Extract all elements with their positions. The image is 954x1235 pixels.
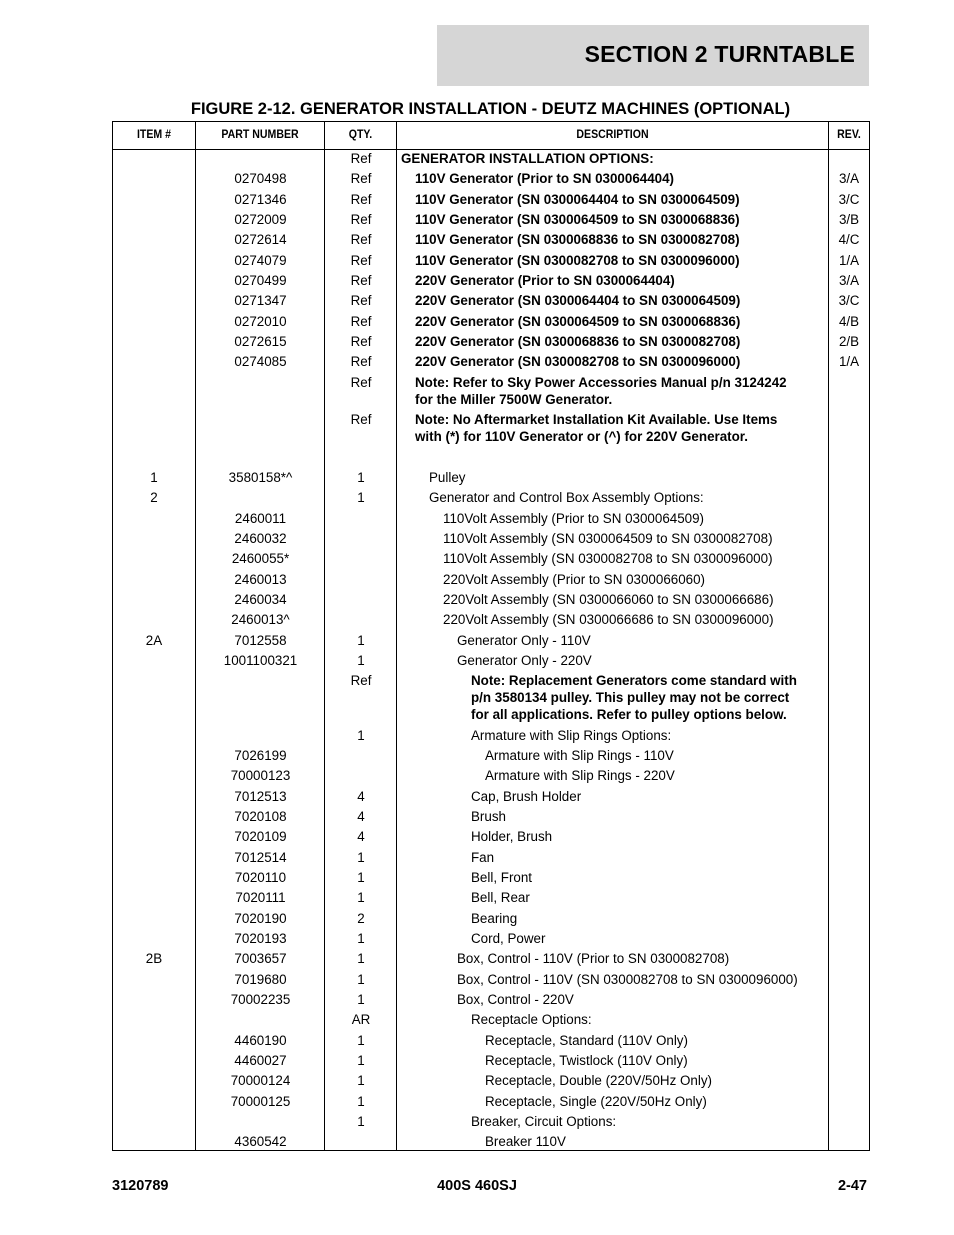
description-cell: Bell, Rear: [471, 890, 530, 906]
part-number-cell: 0274079: [234, 252, 287, 268]
table-row: [113, 745, 869, 765]
footer-page-number: 2-47: [837, 1178, 867, 1194]
qty-cell: 4: [357, 829, 365, 845]
table-row: [113, 687, 869, 704]
footer-model: 400S 460SJ: [437, 1178, 517, 1194]
description-cell: Armature with Slip Rings Options:: [471, 727, 672, 743]
rev-cell: 1/A: [838, 252, 860, 268]
description-cell: Receptacle, Twistlock (110V Only): [485, 1053, 688, 1069]
table-row: [113, 948, 869, 968]
rev-cell: 4/B: [838, 313, 860, 329]
item-cell: 2B: [145, 951, 163, 967]
description-cell: Cord, Power: [471, 931, 546, 947]
description-cell: Generator Only - 220V: [457, 652, 592, 668]
description-cell: Bearing: [471, 910, 518, 926]
description-cell: 220V Generator (SN 0300068836 to SN 0300082708): [415, 334, 741, 350]
qty-cell: 4: [357, 788, 365, 804]
description-cell: Box, Control - 110V (SN 0300082708 to SN 0300096000): [457, 971, 798, 987]
table-row: [113, 786, 869, 806]
table-row: [113, 209, 869, 229]
figure-title: FIGURE 2-12. GENERATOR INSTALLATION - DEUTZ MACHINES (OPTIONAL): [190, 100, 791, 118]
rev-cell: 3/C: [838, 293, 860, 309]
qty-cell: 1: [357, 1053, 365, 1069]
part-number-cell: 7003657: [234, 951, 287, 967]
table-row: [113, 989, 869, 1009]
part-number-cell: 2460011: [234, 510, 287, 526]
description-cell: Receptacle, Standard (110V Only): [485, 1032, 688, 1048]
table-row: [113, 270, 869, 290]
table-row: [113, 569, 869, 589]
item-cell: 2A: [145, 632, 163, 648]
description-cell: 110V Generator (Prior to SN 0300064404): [415, 171, 675, 187]
part-number-cell: 4460190: [234, 1032, 287, 1048]
table-row: [113, 446, 869, 466]
part-number-cell: 0272615: [234, 334, 287, 350]
part-number-cell: 0272010: [234, 313, 287, 329]
qty-cell: 1: [357, 1093, 365, 1109]
description-cell: Box, Control - 110V (Prior to SN 0300082708): [457, 951, 730, 967]
table-row: [113, 426, 869, 446]
qty-cell: 4: [357, 808, 365, 824]
item-cell: 1: [150, 469, 158, 485]
parts-table: [112, 121, 870, 1151]
part-number-cell: 70000124: [230, 1073, 291, 1089]
description-cell: GENERATOR INSTALLATION OPTIONS:: [401, 151, 654, 166]
table-body: [113, 148, 869, 1152]
qty-cell: 1: [357, 849, 365, 865]
description-cell: Note: Refer to Sky Power Accessories Manual p/n 3124242: [415, 374, 787, 390]
table-row: [113, 168, 869, 188]
rev-cell: 1/A: [838, 354, 860, 370]
table-row: [113, 1070, 869, 1090]
qty-cell: Ref: [350, 252, 372, 268]
table-row: [113, 229, 869, 249]
table-row: [113, 725, 869, 745]
description-cell: Armature with Slip Rings - 110V: [485, 747, 674, 763]
qty-cell: 1: [357, 652, 365, 668]
qty-cell: 1: [357, 1114, 365, 1130]
qty-cell: 1: [357, 890, 365, 906]
description-cell: Breaker 110V: [485, 1134, 566, 1150]
table-row: [113, 389, 869, 409]
table-row: [113, 331, 869, 351]
description-cell: Brush: [471, 808, 506, 824]
table-row: [113, 528, 869, 548]
description-cell: 220Volt Assembly (SN 0300066686 to SN 0300096000): [443, 612, 774, 628]
part-number-cell: 2460055*: [231, 551, 290, 567]
description-cell: Fan: [471, 849, 495, 865]
table-row: [113, 650, 869, 670]
description-cell: Note: No Aftermarket Installation Kit Available. Use Items: [415, 412, 778, 428]
qty-cell: Ref: [350, 212, 372, 228]
rev-cell: 4/C: [838, 232, 860, 248]
table-row: [113, 704, 869, 724]
section-header: [437, 25, 869, 86]
part-number-cell: 0272614: [234, 232, 287, 248]
description-cell: Cap, Brush Holder: [471, 788, 582, 804]
rev-cell: 3/A: [838, 171, 860, 187]
description-cell: 110Volt Assembly (Prior to SN 0300064509): [443, 510, 705, 526]
description-cell: 110Volt Assembly (SN 0300082708 to SN 0300096000): [443, 551, 773, 567]
qty-cell: 1: [357, 870, 365, 885]
table-row: [113, 847, 869, 867]
qty-cell: Ref: [350, 313, 372, 329]
section-title: SECTION 2 TURNTABLE: [584, 41, 855, 67]
description-cell: 220V Generator (Prior to SN 0300064404): [415, 273, 675, 289]
qty-cell: 1: [357, 469, 365, 485]
footer-doc-number: 3120789: [112, 1178, 169, 1194]
description-cell: Receptacle, Single (220V/50Hz Only): [485, 1093, 707, 1109]
qty-cell: 1: [357, 971, 365, 987]
part-number-cell: 2460034: [234, 591, 287, 607]
table-row: [113, 630, 869, 650]
table-row: [113, 969, 869, 989]
qty-cell: Ref: [350, 673, 372, 689]
part-number-cell: 0272009: [234, 212, 287, 228]
qty-cell: 1: [357, 1073, 365, 1089]
table-row: [113, 290, 869, 310]
part-number-cell: 7020193: [234, 931, 287, 947]
description-cell: 110Volt Assembly (SN 0300064509 to SN 0300082708): [443, 530, 773, 546]
table-row: [113, 409, 869, 426]
part-number-cell: 2460013: [234, 571, 287, 587]
table-row: [113, 609, 869, 629]
qty-cell: 1: [357, 490, 365, 506]
part-number-cell: 4460027: [234, 1053, 287, 1069]
description-cell: Box, Control - 220V: [457, 992, 574, 1008]
table-row: [113, 311, 869, 331]
rev-cell: 2/B: [838, 334, 860, 350]
qty-cell: Ref: [350, 232, 372, 248]
qty-cell: Ref: [350, 191, 372, 207]
table-row: [113, 887, 869, 907]
table-row: [113, 806, 869, 826]
part-number-cell: 0271347: [234, 293, 287, 309]
description-cell: Receptacle, Double (220V/50Hz Only): [485, 1073, 713, 1089]
table-row: [113, 351, 869, 371]
table-row: [113, 765, 869, 785]
part-number-cell: 3580158*^: [228, 469, 293, 485]
column-header-part-number: PART NUMBER: [221, 127, 299, 141]
rev-cell: 3/C: [838, 191, 860, 207]
description-cell: 110V Generator (SN 0300064509 to SN 0300068836): [415, 212, 740, 228]
qty-cell: Ref: [350, 354, 372, 370]
part-number-cell: 7020110: [234, 870, 287, 885]
description-cell: with (*) for 110V Generator or (^) for 220V Generator.: [415, 429, 748, 445]
part-number-cell: 7012513: [234, 788, 287, 804]
qty-cell: Ref: [350, 293, 372, 309]
description-cell: Generator and Control Box Assembly Options:: [429, 490, 704, 506]
description-cell: for all applications. Refer to pulley options below.: [471, 707, 787, 723]
description-cell: 220Volt Assembly (Prior to SN 0300066060): [443, 571, 706, 587]
table-row: [113, 148, 869, 168]
part-number-cell: 7020108: [234, 808, 287, 824]
table-row: [113, 589, 869, 609]
part-number-cell: 70000123: [230, 768, 291, 784]
qty-cell: Ref: [350, 412, 372, 428]
part-number-cell: 2460013^: [231, 612, 290, 628]
part-number-cell: 70002235: [230, 992, 291, 1008]
rev-cell: 3/A: [838, 273, 860, 289]
qty-cell: Ref: [350, 334, 372, 350]
part-number-cell: 2460032: [234, 530, 287, 546]
table-row: [113, 670, 869, 687]
qty-cell: 1: [357, 632, 365, 648]
part-number-cell: 7012514: [234, 849, 287, 865]
table-row: [113, 189, 869, 209]
description-cell: 220V Generator (SN 0300082708 to SN 0300096000): [415, 354, 741, 370]
table-row: [113, 1111, 869, 1131]
qty-cell: 1: [357, 727, 365, 743]
description-cell: Note: Replacement Generators come standard with: [471, 673, 797, 689]
part-number-cell: 7020190: [234, 910, 287, 926]
description-cell: p/n 3580134 pulley. This pulley may not be correct: [471, 690, 790, 706]
table-row: [113, 487, 869, 507]
part-number-cell: 0274085: [234, 354, 287, 370]
description-cell: 110V Generator (SN 0300082708 to SN 0300096000): [415, 252, 740, 268]
description-cell: 220V Generator (SN 0300064509 to SN 0300068836): [415, 313, 741, 329]
description-cell: 220Volt Assembly (SN 0300066060 to SN 0300066686): [443, 591, 774, 607]
qty-cell: 1: [357, 992, 365, 1008]
part-number-cell: 7012558: [234, 632, 287, 648]
table-row: [113, 508, 869, 528]
table-row: [113, 548, 869, 568]
qty-cell: 1: [357, 951, 365, 967]
part-number-cell: 1001100321: [223, 652, 298, 668]
part-number-cell: 7020109: [234, 829, 287, 845]
table-row: [113, 250, 869, 270]
part-number-cell: 0270499: [234, 273, 287, 289]
table-row: [113, 1091, 869, 1111]
column-header-rev: REV.: [837, 127, 861, 141]
description-cell: Holder, Brush: [471, 829, 553, 845]
part-number-cell: 0270498: [234, 171, 287, 187]
table-row: [113, 1131, 869, 1151]
qty-cell: Ref: [350, 273, 372, 289]
table-row: [113, 372, 869, 389]
qty-cell: 1: [357, 1032, 365, 1048]
description-cell: Generator Only - 110V: [457, 632, 591, 648]
table-row: [113, 1050, 869, 1070]
table-row: [113, 1009, 869, 1029]
description-cell: Receptacle Options:: [471, 1012, 592, 1028]
column-header-qty: QTY.: [348, 127, 373, 141]
description-cell: Breaker, Circuit Options:: [471, 1114, 617, 1130]
item-cell: 2: [150, 490, 158, 506]
description-cell: 220V Generator (SN 0300064404 to SN 0300064509): [415, 293, 741, 309]
description-cell: Bell, Front: [471, 870, 533, 885]
part-number-cell: 7019680: [234, 971, 287, 987]
part-number-cell: 70000125: [230, 1093, 291, 1109]
part-number-cell: 7020111: [235, 890, 286, 906]
table-row: [113, 928, 869, 948]
table-row: [113, 908, 869, 928]
part-number-cell: 0271346: [234, 191, 287, 207]
description-cell: 110V Generator (SN 0300068836 to SN 0300082708): [415, 232, 740, 248]
column-header-item: ITEM #: [136, 127, 172, 141]
column-header-description: DESCRIPTION: [576, 127, 649, 141]
qty-cell: 1: [357, 931, 365, 947]
table-row: [113, 867, 869, 887]
qty-cell: 2: [357, 910, 365, 926]
qty-cell: Ref: [350, 151, 372, 166]
description-cell: Armature with Slip Rings - 220V: [485, 768, 675, 784]
table-row: [113, 826, 869, 846]
part-number-cell: 4360542: [234, 1134, 287, 1150]
qty-cell: Ref: [350, 374, 372, 390]
description-cell: Pulley: [429, 469, 466, 485]
qty-cell: AR: [351, 1012, 371, 1028]
description-cell: 110V Generator (SN 0300064404 to SN 0300064509): [415, 191, 740, 207]
table-row: [113, 1030, 869, 1050]
qty-cell: Ref: [350, 171, 372, 187]
description-cell: for the Miller 7500W Generator.: [415, 391, 613, 407]
rev-cell: 3/B: [838, 212, 860, 228]
table-row: [113, 467, 869, 487]
part-number-cell: 7026199: [234, 747, 287, 763]
